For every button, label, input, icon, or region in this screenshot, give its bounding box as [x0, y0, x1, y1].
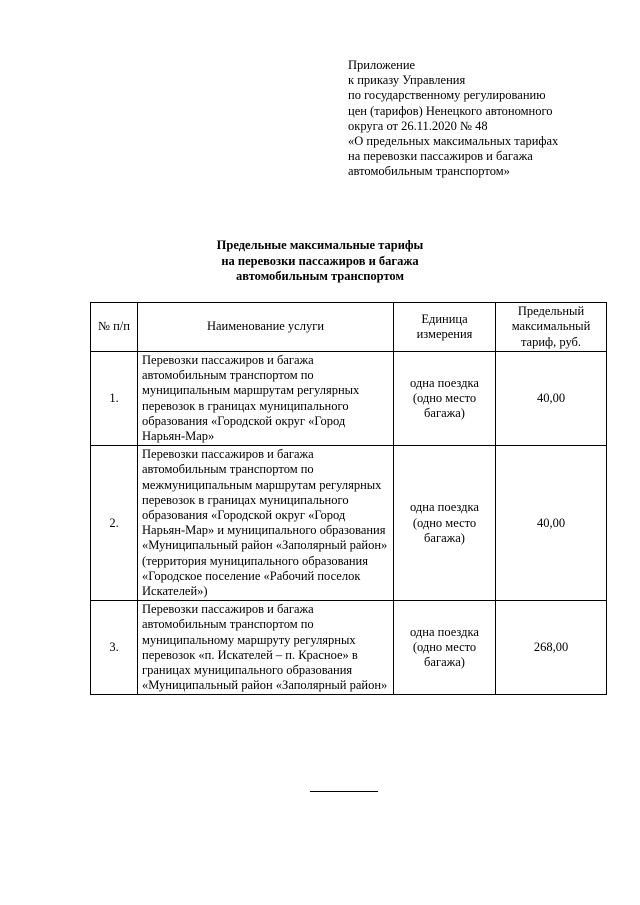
tariff-value: 40,00 [496, 446, 607, 601]
tariff-value: 268,00 [496, 601, 607, 695]
unit-of-measure: одна поездка (одно место багажа) [394, 352, 496, 446]
footer-divider [310, 791, 378, 792]
document-title [0, 238, 640, 285]
header-number: № п/п [91, 303, 138, 352]
table-header-row [91, 303, 607, 352]
table-row [91, 352, 607, 446]
service-name: Перевозки пассажиров и багажа автомобильным транспортом по муниципальным маршрутам регулярных перевозок в границах муниципального образования «Городской округ «Город Нарьян-Мар» [138, 352, 394, 446]
title-line: Предельные максимальные тарифы [216, 238, 424, 252]
appendix-line: на перевозки пассажиров и багажа [348, 149, 533, 164]
table-row [91, 601, 607, 695]
unit-of-measure: одна поездка (одно место багажа) [394, 601, 496, 695]
service-name: Перевозки пассажиров и багажа автомобильным транспортом по муниципальному маршруту регулярных перевозок «п. Искателей – п. Красное» в границах муниципального образования «Муниципальный район «Заполярный район» [138, 601, 394, 695]
appendix-line: Приложение [348, 58, 416, 72]
tariff-table [90, 302, 607, 695]
header-service-name: Наименование услуги [138, 303, 394, 352]
appendix-line: к приказу Управления [348, 73, 466, 88]
appendix-line: округа от 26.11.2020 № 48 [348, 118, 488, 133]
service-name: Перевозки пассажиров и багажа автомобильным транспортом по межмуниципальным маршрутам регулярных перевозок в границах муниципального образования «Городской округ «Город Нарьян-Мар» и муниципального образования «Муниципальный район «Заполярный район» (территория муниципального образования «Городское поселение «Рабочий поселок Искателей») [138, 446, 394, 601]
table-row [91, 446, 607, 601]
appendix-line: автомобильным транспортом» [348, 164, 510, 179]
header-unit: Единица измерения [394, 303, 496, 352]
appendix-line: цен (тарифов) Ненецкого автономного [348, 103, 553, 118]
row-number: 3. [91, 601, 138, 695]
row-number: 2. [91, 446, 138, 601]
title-line: автомобильным транспортом [236, 269, 404, 283]
appendix-line: «О предельных максимальных тарифах [348, 134, 559, 149]
unit-of-measure: одна поездка (одно место багажа) [394, 446, 496, 601]
header-max-tariff: Предельный максимальный тариф, руб. [496, 303, 607, 352]
title-line: на перевозки пассажиров и багажа [221, 253, 419, 268]
appendix-block [348, 58, 618, 180]
appendix-line: по государственному регулированию [348, 88, 546, 103]
tariff-value: 40,00 [496, 352, 607, 446]
row-number: 1. [91, 352, 138, 446]
